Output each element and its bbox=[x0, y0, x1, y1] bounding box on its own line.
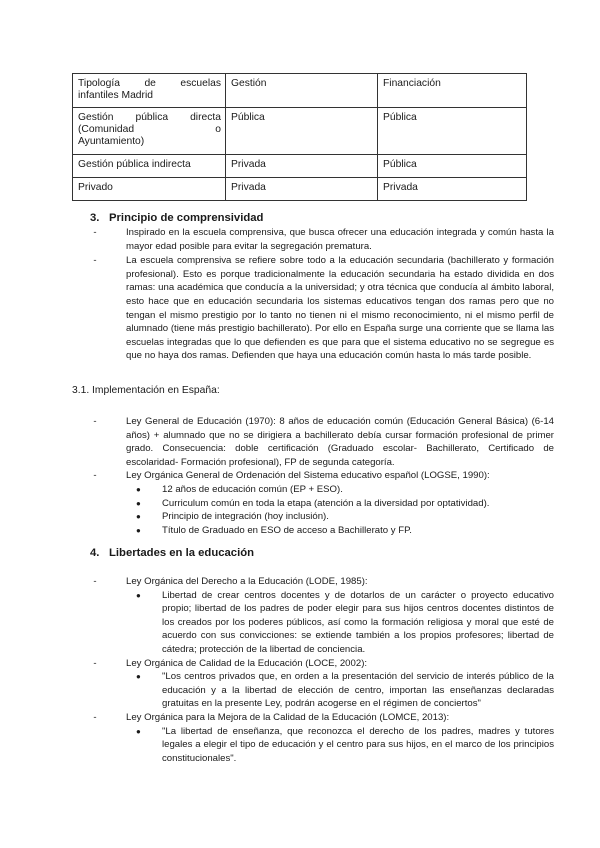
cell-line: infantiles Madrid bbox=[78, 90, 153, 101]
bullet-text: 12 años de educación común (EP + ESO). bbox=[162, 483, 343, 495]
section-3-heading bbox=[90, 212, 263, 224]
list-item bbox=[90, 254, 554, 363]
section-number: 4. bbox=[90, 547, 100, 559]
bullet-icon: ● bbox=[136, 726, 141, 736]
bullet-list bbox=[90, 725, 554, 766]
bullet-icon: ● bbox=[136, 672, 141, 682]
table-header-cell: Gestión bbox=[226, 74, 378, 108]
bullet-list bbox=[90, 589, 554, 657]
bullet-icon: ● bbox=[136, 498, 141, 508]
cell-word: pública bbox=[135, 112, 169, 123]
cell-line: Ayuntamiento) bbox=[78, 136, 145, 147]
table-cell: Pública bbox=[226, 108, 378, 155]
subsection-3-1-list bbox=[90, 415, 554, 537]
table-row bbox=[73, 155, 527, 178]
bullet-icon: ● bbox=[136, 525, 141, 535]
table-cell: Privado bbox=[73, 178, 226, 201]
list-item-text: Ley Orgánica de Calidad de la Educación (LOCE, 2002): bbox=[126, 657, 368, 669]
dash-icon: - bbox=[93, 576, 97, 587]
table-cell: Privada bbox=[226, 178, 378, 201]
bullet-item bbox=[126, 589, 554, 657]
list-item bbox=[90, 657, 554, 671]
bullet-item bbox=[126, 483, 554, 497]
cell-word: (Comunidad bbox=[78, 124, 135, 135]
cell-word: Gestión bbox=[78, 112, 114, 123]
bullet-text: Principio de integración (hoy inclusión). bbox=[162, 511, 329, 523]
table-row bbox=[73, 108, 527, 155]
table-cell: Pública bbox=[378, 108, 527, 155]
table-cell: Pública bbox=[378, 155, 527, 178]
list-item-text: Ley Orgánica del Derecho a la Educación (LODE, 1985): bbox=[126, 576, 368, 587]
bullet-list bbox=[90, 670, 554, 711]
table-header-cell: Financiación bbox=[378, 74, 527, 108]
table-header-cell bbox=[73, 74, 226, 108]
list-item-text: Ley Orgánica General de Ordenación del Sistema educativo español (LOGSE, 1990): bbox=[126, 470, 490, 482]
bullet-text: "Los centros privados que, en orden a la presentación del servicio de interés público de la educación y a la libertad de elección de centro, importan las enseñanzas declaradas gratuitas en la presente Ley, podrán acogerse en el régimen de conciertos" bbox=[162, 671, 554, 710]
bullet-item bbox=[126, 670, 554, 711]
dash-icon: - bbox=[93, 470, 97, 482]
bullet-item bbox=[126, 510, 554, 524]
table-cell: Privada bbox=[226, 155, 378, 178]
dash-icon: - bbox=[93, 416, 97, 427]
list-item-text: Ley General de Educación (1970): 8 años de educación común (Educación General Básica) (6-14 años) + alumnado que no se dirigiera a bachillerato debía cursar formación profesional de primer grado. Consecuencia: doble certificación (Graduado escolar- Bachillerato, Certificado de escolaridad- Formación profesional), FP de segunda categoría. bbox=[126, 416, 554, 468]
cell-word: escuelas bbox=[180, 78, 221, 89]
dash-icon: - bbox=[93, 227, 97, 238]
dash-icon: - bbox=[93, 255, 97, 267]
bullet-text: Título de Graduado en ESO de acceso a Bachillerato y FP. bbox=[162, 524, 412, 536]
bullet-icon: ● bbox=[136, 590, 141, 600]
list-item bbox=[90, 575, 554, 589]
list-item bbox=[90, 469, 554, 483]
bullet-text: Curriculum común en toda la etapa (atención a la diversidad por optatividad). bbox=[162, 497, 490, 509]
list-item-text: Inspirado en la escuela comprensiva, que busca ofrecer una educación integrada y común hasta la mayor edad posible para evitar la segregación prematura. bbox=[126, 227, 554, 252]
cell-word: o bbox=[215, 124, 221, 135]
cell-word: Tipología bbox=[78, 78, 120, 89]
bullet-list bbox=[90, 483, 554, 537]
list-item bbox=[90, 226, 554, 253]
table-cell: Gestión pública indirecta bbox=[73, 155, 226, 178]
bullet-icon: ● bbox=[136, 484, 141, 494]
section-number: 3. bbox=[90, 212, 100, 224]
table-header-row bbox=[73, 74, 527, 108]
bullet-icon: ● bbox=[136, 512, 141, 522]
dash-icon: - bbox=[93, 711, 97, 723]
section-title: Principio de comprensividad bbox=[109, 212, 264, 224]
bullet-item bbox=[126, 524, 554, 538]
bullet-item bbox=[126, 725, 554, 766]
list-item bbox=[90, 415, 554, 469]
dash-icon: - bbox=[93, 657, 97, 669]
table-cell bbox=[73, 108, 226, 155]
list-item bbox=[90, 711, 554, 725]
bullet-text: Libertad de crear centros docentes y de dotarlos de un carácter o proyecto educativo propio; libertad de los padres de poder elegir para sus hijos centros docentes distintos de los creados por los poderes públicos, así como la formación religiosa y moral que esté de acuerdo con sus convicciones: se extiende también a los propios profesores; libertad de cátedra; protección de la libertad de conciencia. bbox=[162, 589, 554, 655]
table-row bbox=[73, 178, 527, 201]
list-item-text: Ley Orgánica para la Mejora de la Calidad de la Educación (LOMCE, 2013): bbox=[126, 711, 450, 723]
section-4-list bbox=[90, 575, 554, 765]
typology-table bbox=[72, 73, 527, 201]
section-4-heading bbox=[90, 547, 254, 559]
cell-word: de bbox=[144, 78, 156, 89]
subsection-3-1-heading: 3.1. Implementación en España: bbox=[72, 385, 220, 396]
table-cell: Privada bbox=[378, 178, 527, 201]
cell-word: directa bbox=[190, 112, 221, 123]
bullet-item bbox=[126, 497, 554, 511]
section-3-list bbox=[90, 226, 554, 363]
list-item-text: La escuela comprensiva se refiere sobre todo a la educación secundaria (bachillerato y formación profesional). Esto es porque tradicionalmente la educación secundaria ha estado dividida en dos ramas: una académica que conducía a la universidad; y otra técnica que conducía al ámbito laboral, esto hace que en educación secundaria los sistemas educativos tengan dos ramas pero que no tengan el mismo prestigio por lo tanto no tienen ni el mismo reconocimiento, ni el mismo perfil de alumnado (tiene más prestigio bachillerato). Por ello en España surge una corriente que se llama las escuelas integradas que lo que defienden es que para que el sistema educativo no se segregue es que no haya dos ramas. Defienden que haya una educación común hasta lo más tarde posible. bbox=[126, 255, 554, 362]
section-title: Libertades en la educación bbox=[109, 547, 255, 559]
bullet-text: "La libertad de enseñanza, que reconozca el derecho de los padres, madres y tutores legales a elegir el tipo de educación y el centro para sus hijos, en el marco de los principios constitucionales". bbox=[162, 725, 554, 764]
